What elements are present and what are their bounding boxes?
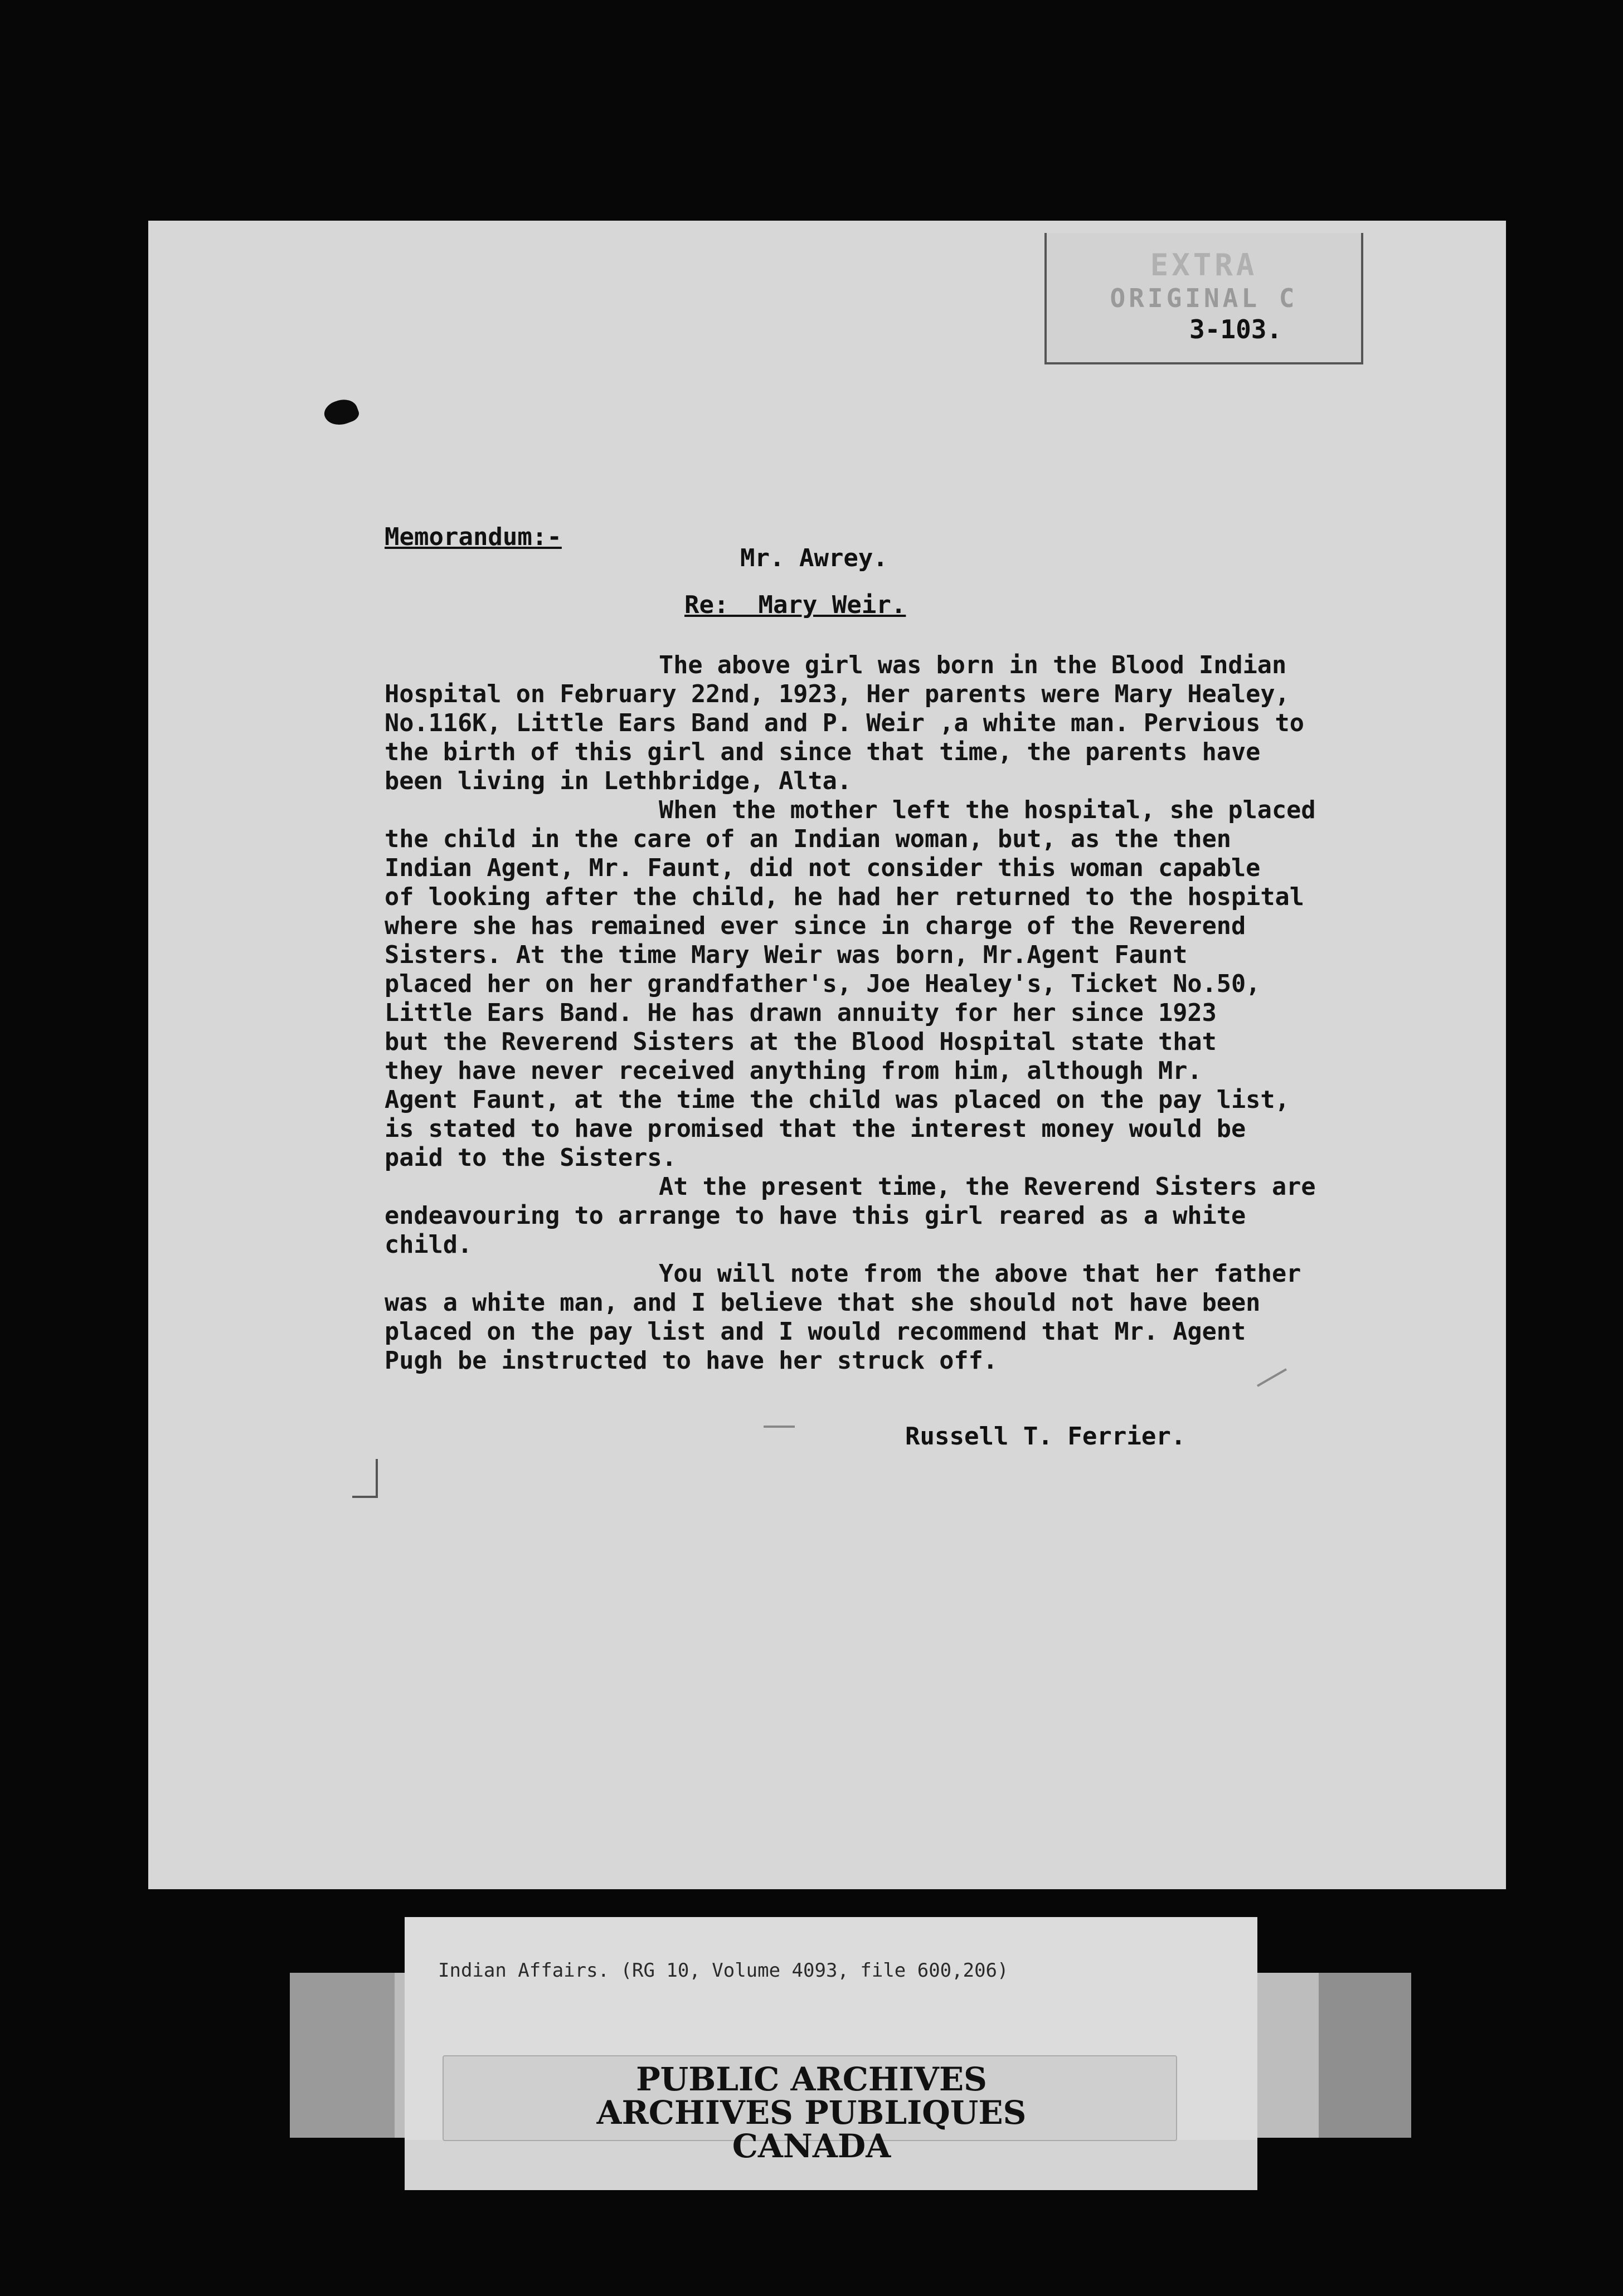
memo-body	[385, 651, 1505, 1375]
memo-paragraph: The above girl was born in the Blood Indian Hospital on February 22nd, 1923, Her parents were Mary Healey, No.116K, Little Ears Band and P. Weir ,a white man. Pervious to the birth of this girl and since that time, the parents have been living in Lethbridge, Alta.	[385, 651, 1304, 795]
stamp-file-number: 3-103.	[1189, 314, 1282, 344]
archive-reference: Indian Affairs. (RG 10, Volume 4093, file 600,206)	[438, 1959, 1009, 1982]
stamp-original-label: ORIGINAL C	[1110, 283, 1298, 313]
stamp-header: EXTRA	[1150, 247, 1258, 283]
archive-stamp-line: ARCHIVES PUBLIQUES	[596, 2094, 1027, 2132]
memo-subject: Re: Mary Weir.	[684, 591, 906, 619]
memo-paragraph: You will note from the above that her father was a white man, and I believe that she should not have been placed on the pay list and I would recommend that Mr. Agent Pugh be instructed to have her struck off.	[385, 1260, 1301, 1375]
document-page	[148, 221, 1506, 1889]
memo-heading: Memorandum:-	[385, 523, 562, 551]
corner-mark	[376, 1459, 378, 1498]
memo-paragraph: When the mother left the hospital, she placed the child in the care of an Indian woman, but, as the then Indian Agent, Mr. Faunt, did not consider this woman capable of looking after the child, he had her returned to the hospital where she has remained ever since in charge of the Reverend Sisters. At the time Mary Weir was born, Mr.Agent Faunt placed her on her grandfather's, Joe Healey's, Ticket No.50, Little Ears Band. He has drawn annuity for her since 1923 but the Reverend Sisters at the Blood Hospital state that they have never received anything from him, although Mr. Agent Faunt, at the time the child was placed on the pay list, is stated to have promised that the interest money would be paid to the Sisters.	[385, 796, 1316, 1172]
memo-signature: Russell T. Ferrier.	[905, 1422, 1186, 1451]
ink-blot	[321, 395, 361, 430]
memo-addressee: Mr. Awrey.	[740, 544, 888, 572]
file-stamp	[1044, 233, 1363, 364]
archive-stamp-line: PUBLIC ARCHIVES	[636, 2060, 987, 2098]
speck	[764, 1426, 795, 1428]
archive-stamp-line: CANADA	[732, 2127, 891, 2165]
memo-paragraph: At the present time, the Reverend Sisters are endeavouring to arrange to have this girl reared as a white child.	[385, 1173, 1316, 1259]
corner-mark	[352, 1496, 378, 1498]
